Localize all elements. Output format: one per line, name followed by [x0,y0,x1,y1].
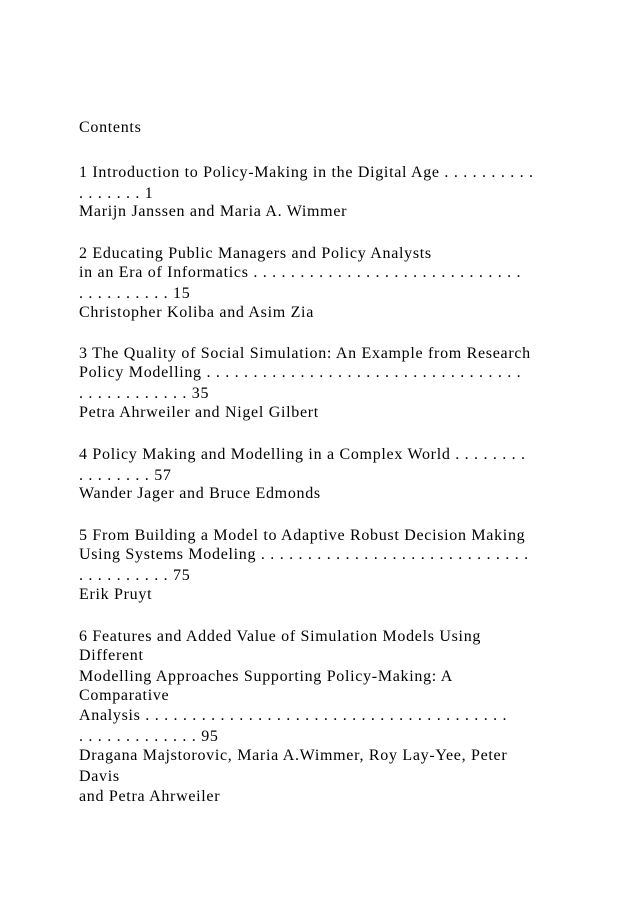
toc-line: Modelling Approaches Supporting Policy-Making: A [79,668,454,685]
toc-author: Wander Jager and Bruce Edmonds [79,485,321,502]
contents-heading: Contents [79,119,142,136]
toc-author: Erik Pruyt [79,586,153,603]
toc-line: . . . . . . . . . . . . 35 [79,385,210,402]
toc-line: . . . . . . . . . . . . . 95 [79,728,219,745]
toc-author: Marijn Janssen and Maria A. Wimmer [79,203,348,220]
toc-line: . . . . . . . . . . 75 [79,567,191,584]
toc-line: 2 Educating Public Managers and Policy Analysts [79,245,432,262]
toc-line: 3 The Quality of Social Simulation: An Example from Research [79,345,531,362]
toc-line: in an Era of Informatics . . . . . . . . . . . . . . . . . . . . . . . . . . . . . [79,264,522,281]
toc-author: Petra Ahrweiler and Nigel Gilbert [79,404,319,421]
toc-line: Different [79,647,144,664]
toc-line: 1 Introduction to Policy-Making in the Digital Age . . . . . . . . . . [79,164,534,181]
toc-line: . . . . . . . 1 [79,185,154,202]
toc-line: Using Systems Modeling . . . . . . . . . . . . . . . . . . . . . . . . . . . . . [79,546,529,563]
toc-author: and Petra Ahrweiler [79,788,221,805]
toc-line: 6 Features and Added Value of Simulation Models Using [79,628,482,645]
toc-line: 5 From Building a Model to Adaptive Robust Decision Making [79,527,526,544]
toc-line: . . . . . . . . 57 [79,467,172,484]
toc-line: . . . . . . . . . . 15 [79,285,191,302]
toc-line: 4 Policy Making and Modelling in a Complex World . . . . . . . . [79,446,526,463]
toc-line: Comparative [79,687,170,704]
toc-author: Davis [79,768,120,785]
toc-line: Analysis . . . . . . . . . . . . . . . . . . . . . . . . . . . . . . . . . . . . . . . [79,707,508,724]
toc-author: Christopher Koliba and Asim Zia [79,304,315,321]
toc-line: Policy Modelling . . . . . . . . . . . . . . . . . . . . . . . . . . . . . . . . . . [79,364,522,381]
toc-author: Dragana Majstorovic, Maria A.Wimmer, Roy Lay-Yee, Peter [79,747,508,764]
